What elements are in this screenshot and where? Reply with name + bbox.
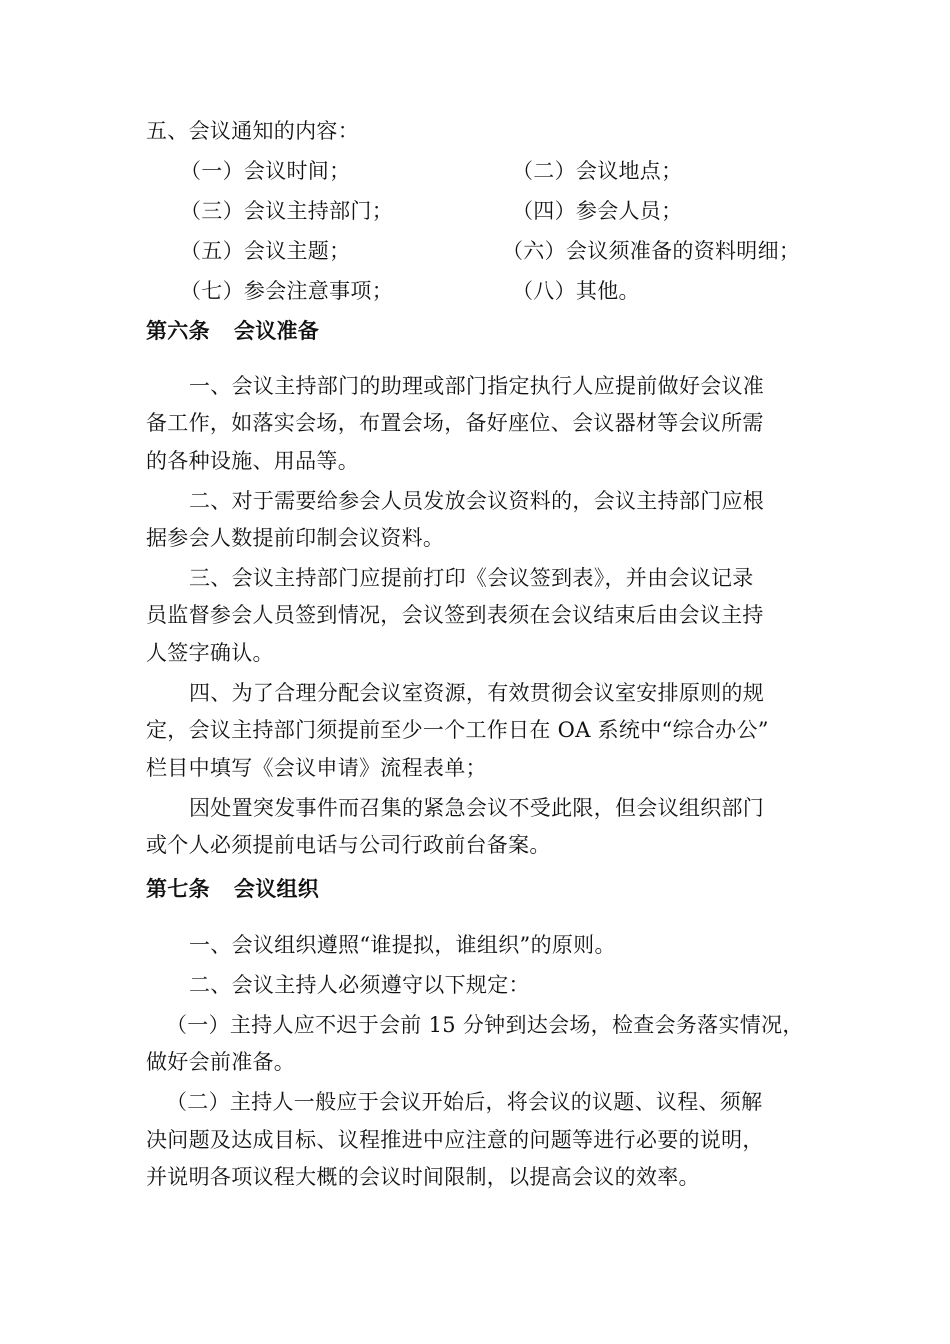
article-number: 第七条	[146, 877, 210, 901]
article-number: 第六条	[146, 319, 210, 343]
paragraph-line: 人签字确认。	[146, 641, 274, 665]
list-item: （八）其他。	[512, 279, 640, 303]
list-item: （四）参会人员；	[512, 199, 683, 223]
paragraph-line: 或个人必须提前电话与公司行政前台备案。	[146, 833, 551, 857]
paragraph-line: 二、对于需要给参会人员发放会议资料的，会议主持部门应根	[189, 489, 765, 513]
section-heading: 五、会议通知的内容：	[146, 119, 359, 143]
list-item: （六）会议须准备的资料明细；	[502, 239, 801, 263]
paragraph-line: 员监督参会人员签到情况，会议签到表须在会议结束后由会议主持	[146, 603, 764, 627]
list-item: （五）会议主题；	[180, 239, 351, 263]
list-item: （一）会议时间；	[180, 159, 351, 183]
paragraph-line: 一、会议组织遵照“谁提拟，谁组织”的原则。	[189, 933, 616, 957]
paragraph-line: 一、会议主持部门的助理或部门指定执行人应提前做好会议准	[189, 374, 765, 398]
paragraph-line: 做好会前准备。	[146, 1050, 296, 1074]
paragraph-line: （二）主持人一般应于会议开始后，将会议的议题、议程、须解	[166, 1090, 763, 1114]
paragraph-line: 备工作，如落实会场，布置会场，备好座位、会议器材等会议所需	[146, 411, 764, 435]
paragraph-line: 决问题及达成目标、议程推进中应注意的问题等进行必要的说明，	[146, 1128, 764, 1152]
article-heading	[146, 875, 319, 903]
paragraph-line: （一）主持人应不迟于会前 15 分钟到达会场，检查会务落实情况，	[166, 1013, 804, 1037]
paragraph-line: 二、会议主持人必须遵守以下规定：	[189, 973, 530, 997]
list-item: （二）会议地点；	[512, 159, 683, 183]
article-title: 会议准备	[233, 319, 320, 343]
paragraph-line: 栏目中填写《会议申请》流程表单；	[146, 756, 487, 780]
paragraph-line: 的各种设施、用品等。	[146, 449, 359, 473]
paragraph-line: 因处置突发事件而召集的紧急会议不受此限，但会议组织部门	[189, 796, 765, 820]
paragraph-line: 并说明各项议程大概的会议时间限制，以提高会议的效率。	[146, 1165, 700, 1189]
article-heading	[146, 317, 319, 345]
paragraph-line: 三、会议主持部门应提前打印《会议签到表》，并由会议记录	[189, 566, 754, 590]
paragraph-line: 定，会议主持部门须提前至少一个工作日在 OA 系统中“综合办公”	[146, 718, 769, 742]
article-title: 会议组织	[233, 877, 320, 901]
paragraph-line: 四、为了合理分配会议室资源，有效贯彻会议室安排原则的规	[189, 681, 765, 705]
list-item: （七）参会注意事项；	[180, 279, 393, 303]
list-item: （三）会议主持部门；	[180, 199, 393, 223]
paragraph-line: 据参会人数提前印制会议资料。	[146, 526, 445, 550]
